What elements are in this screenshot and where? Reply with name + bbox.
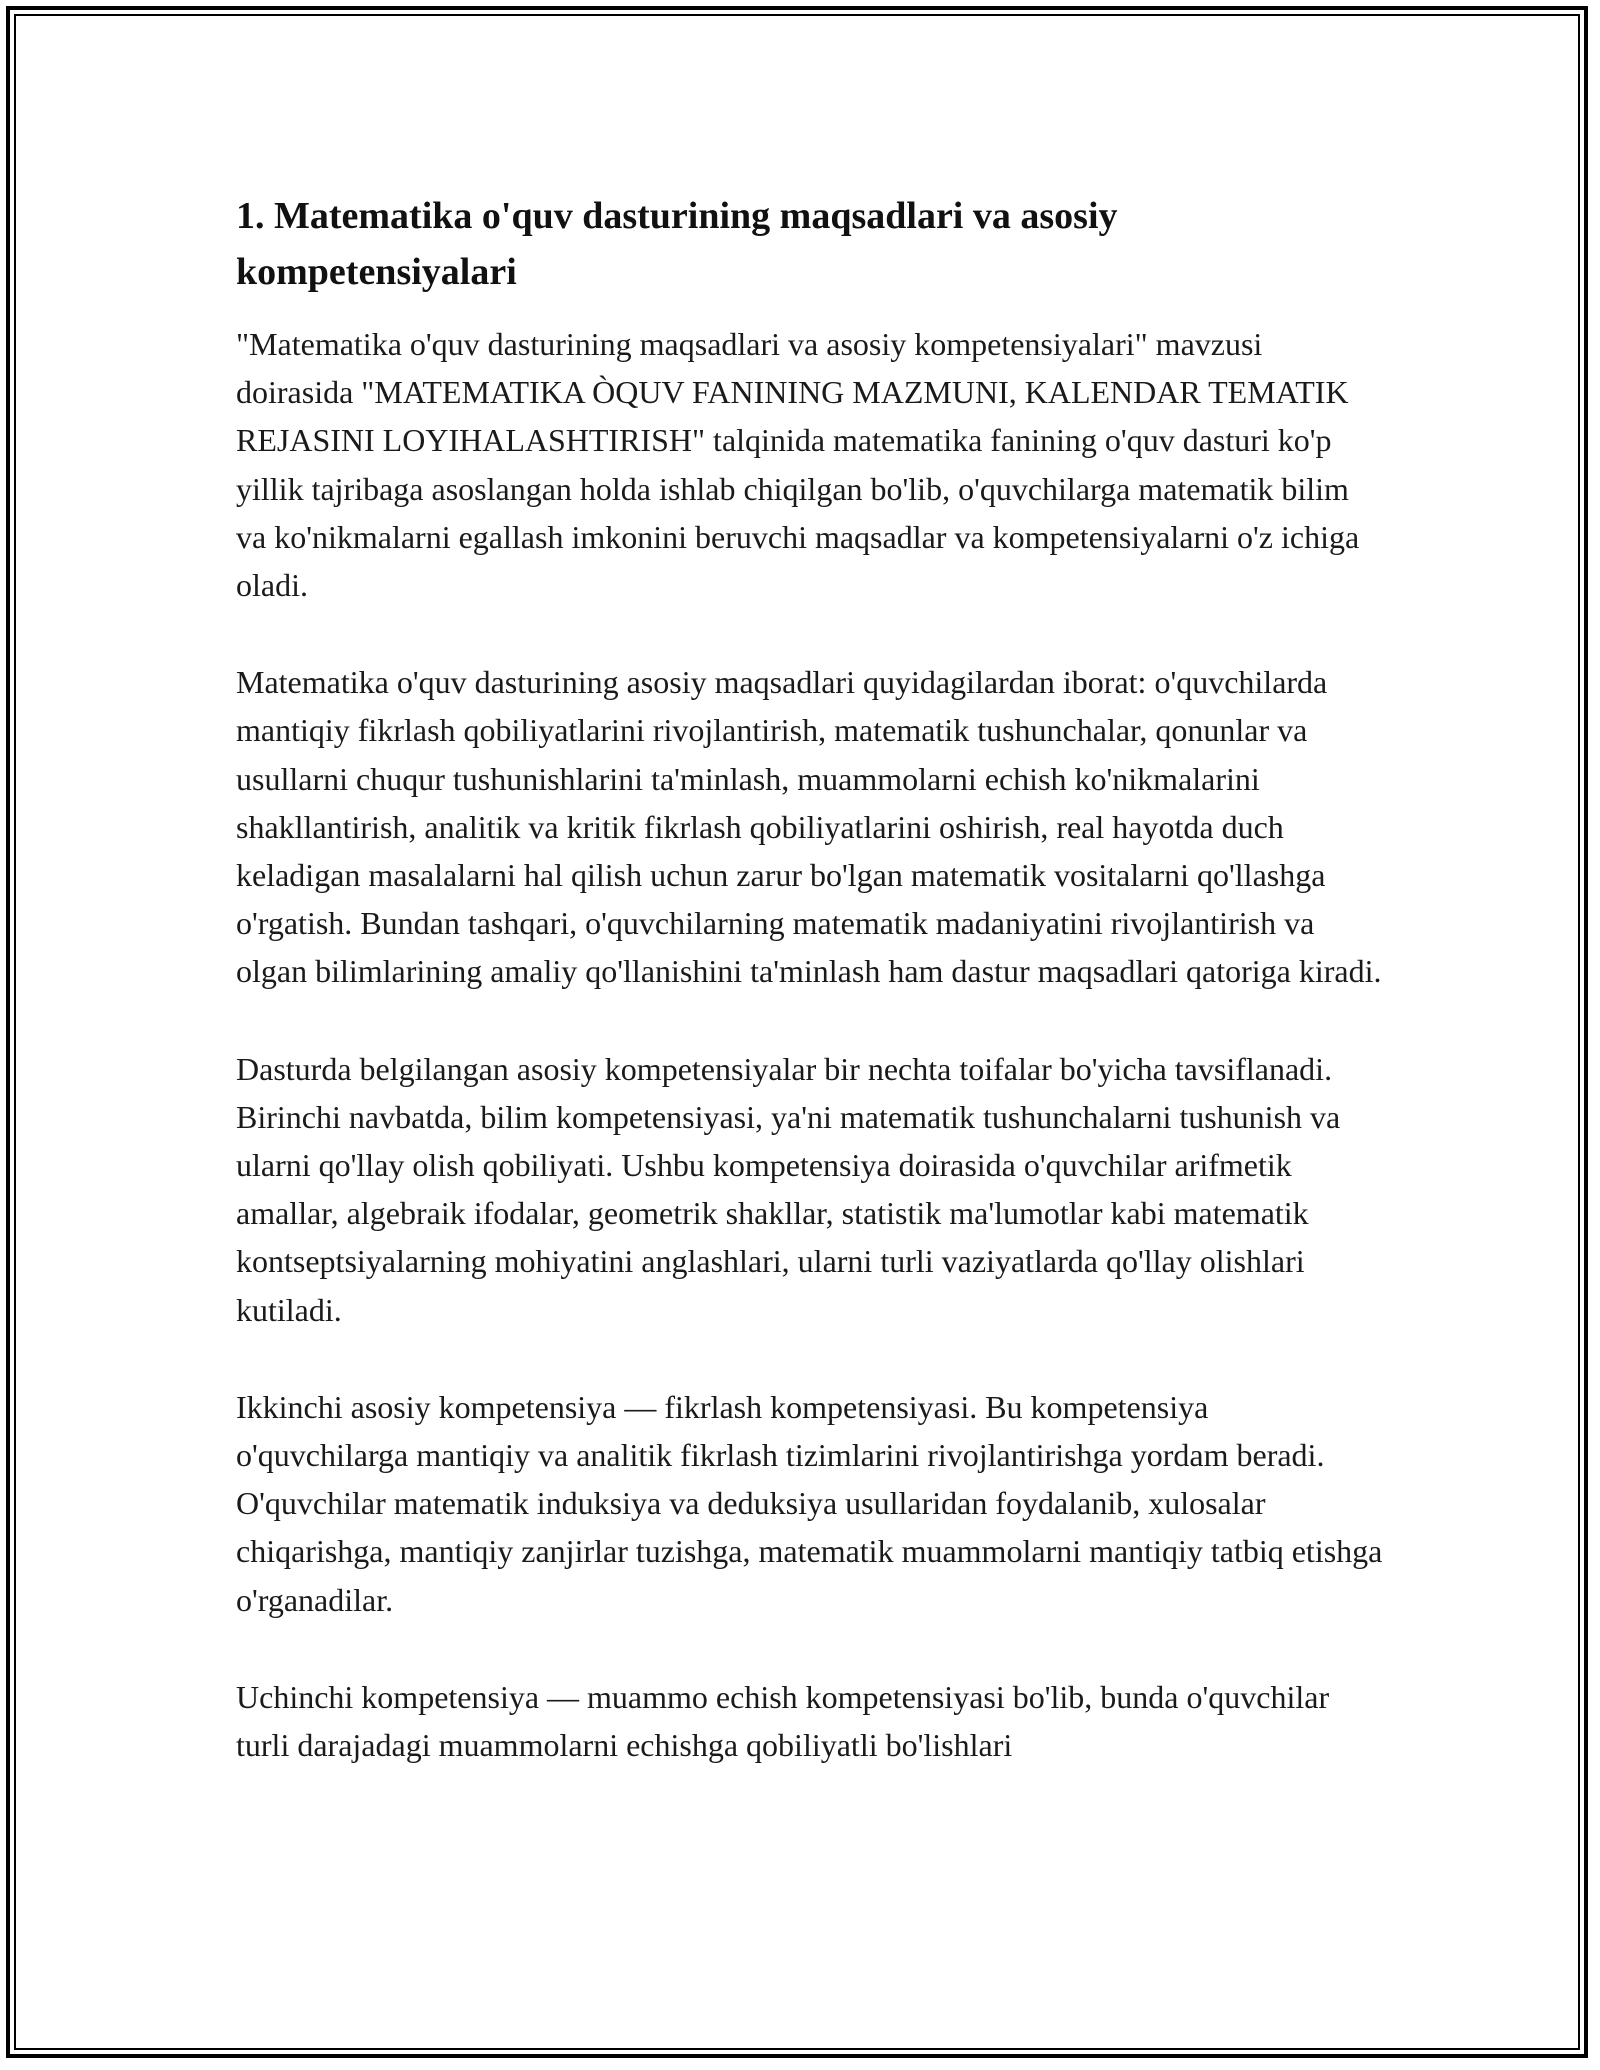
- paragraph-problem-solving-competence: Uchinchi kompetensiya — muammo echish kompetensiyasi bo'lib, bunda o'quvchilar turli darajadagi muammolarni echishga qobiliyatli bo'lishlari: [236, 1678, 1330, 1764]
- paragraph-thinking-competence: Ikkinchi asosiy kompetensiya — fikrlash kompetensiyasi. Bu kompetensiya o'quvchilarga mantiqiy va analitik fikrlash tizimlarini rivojlantirishga yordam beradi. O'quvchilar matematik induksiya va deduksiya usullaridan foydalanib, xulosalar chiqarishga, mantiqiy zanjirlar tuzishga, matematik muammolarni mantiqiy tatbiq etishga o'rganadilar.: [236, 1388, 1383, 1618]
- paragraph-knowledge-competence: Dasturda belgilangan asosiy kompetensiyalar bir nechta toifalar bo'yicha tavsiflanadi. Birinchi navbatda, bilim kompetensiyasi, ya'ni matematik tushunchalarni tushunish va ularni qo'llay olish qobiliyati. Ushbu kompetensiya doirasida o'quvchilar arifmetik amallar, algebraik ifodalar, geometrik shakllar, statistik ma'lumotlar kabi matematik kontseptsiyalarning mohiyatini anglashlari, ularni turli vaziyatlarda qo'llay olishlari kutiladi.: [236, 1050, 1341, 1328]
- paragraph-goals: Matematika o'quv dasturining asosiy maqsadlari quyidagilardan iborat: o'quvchilarda mantiqiy fikrlash qobiliyatlarini rivojlantirish, matematik tushunchalar, qonunlar va usullarni chuqur tushunishlarini ta'minlash, muammolarni echish ko'nikmalarini shakllantirish, analitik va kritik fikrlash qobiliyatlarini oshirish, real hayotda duch keladigan masalalarni hal qilish uchun zarur bo'lgan matematik vositalarni qo'llashga o'rgatish. Bundan tashqari, o'quvchilarning matematik madaniyatini rivojlantirish va olgan bilimlarining amaliy qo'llanishini ta'minlash ham dastur maqsadlari qatoriga kiradi.: [236, 664, 1382, 990]
- paragraph-intro: "Matematika o'quv dasturining maqsadlari va asosiy kompetensiyalari" mavzusi doirasida "MATEMATIKA ÒQUV FANINING MAZMUNI, KALENDAR TEMATIK REJASINI LOYIHALASHTIRISH" talqinida matematika fanining o'quv dasturi ko'p yillik tajribaga asoslangan holda ishlab chiqilgan bo'lib, o'quvchilarga matematik bilim va ko'nikmalarni egallash imkonini beruvchi maqsadlar va kompetensiyalarni o'z ichiga oladi.: [236, 326, 1360, 604]
- document-title: 1. Matematika o'quv dasturining maqsadlari va asosiy kompetensiyalari: [236, 195, 1118, 293]
- document-page: [236, 188, 1386, 1818]
